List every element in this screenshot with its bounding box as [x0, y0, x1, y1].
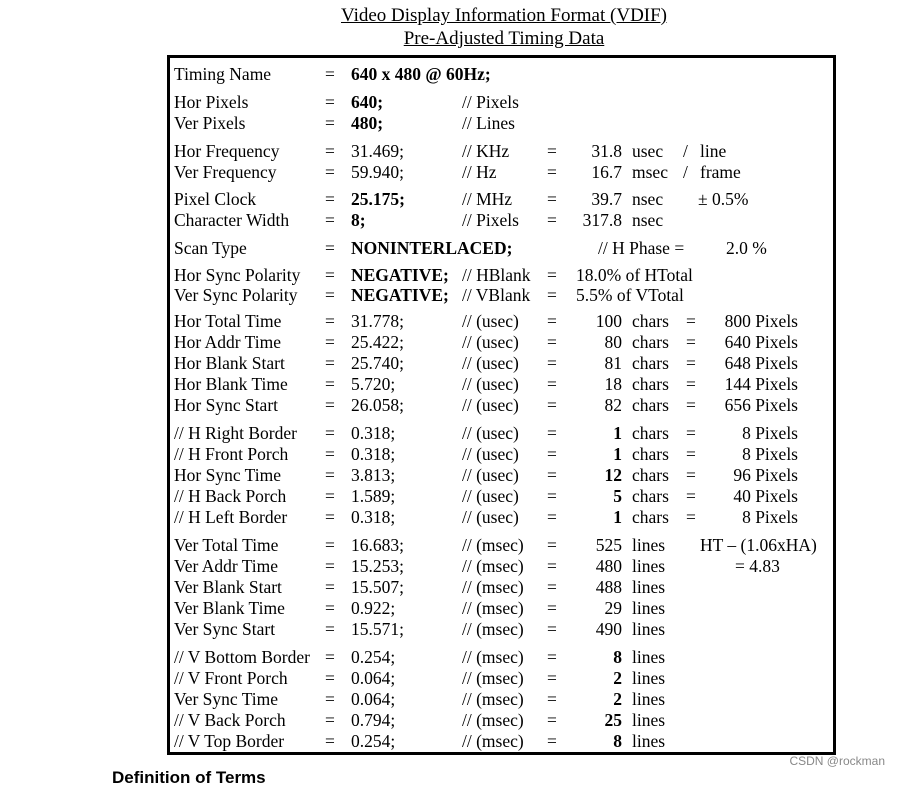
equals-sign: =: [325, 577, 335, 597]
timing-row: [170, 689, 833, 710]
equals-sign: =: [686, 311, 696, 331]
equals-sign: =: [547, 374, 557, 394]
timing-value: 31.469;: [351, 141, 404, 161]
timing-value: 59.940;: [351, 162, 404, 182]
unit-comment: // (usec): [462, 465, 519, 485]
timing-name: // H Back Porch: [174, 486, 287, 506]
timing-name: Timing Name: [174, 64, 272, 84]
pixel-count: 8 Pixels: [742, 423, 798, 443]
derived-unit: lines: [632, 731, 666, 751]
equals-sign: =: [547, 210, 557, 230]
derived-number: 18: [604, 374, 622, 394]
slash: /: [683, 162, 688, 182]
derived-number: 317.8: [582, 210, 622, 230]
pixel-count: 656 Pixels: [724, 395, 798, 415]
timing-name: Character Width: [174, 210, 290, 230]
timing-row: [170, 668, 833, 689]
unit-comment: // (msec): [462, 619, 524, 639]
derived-number: 12: [604, 465, 622, 485]
timing-value: 640;: [351, 92, 384, 112]
derived-unit: lines: [632, 556, 666, 576]
timing-name: Hor Addr Time: [174, 332, 281, 352]
timing-row: [170, 598, 833, 619]
formula-note: HT – (1.06xHA): [700, 535, 817, 555]
derived-unit: chars: [632, 395, 669, 415]
timing-row: [170, 486, 833, 507]
timing-value: 640 x 480 @ 60Hz;: [351, 64, 491, 84]
timing-name: Hor Frequency: [174, 141, 280, 161]
timing-value: 0.922;: [351, 598, 396, 618]
timing-row: [170, 189, 833, 210]
equals-sign: =: [325, 486, 335, 506]
equals-sign: =: [325, 423, 335, 443]
derived-number: 2: [613, 668, 622, 688]
equals-sign: =: [547, 141, 557, 161]
timing-value: 0.794;: [351, 710, 396, 730]
equals-sign: =: [686, 395, 696, 415]
timing-value: 0.064;: [351, 668, 396, 688]
equals-sign: =: [547, 444, 557, 464]
timing-value: 16.683;: [351, 535, 404, 555]
equals-sign: =: [325, 141, 335, 161]
derived-number: 8: [613, 647, 622, 667]
formula-result: = 4.83: [735, 556, 780, 576]
equals-sign: =: [547, 311, 557, 331]
timing-value: 25.175;: [351, 189, 405, 209]
timing-row: [170, 311, 833, 332]
derived-unit: lines: [632, 689, 666, 709]
derived-unit: chars: [632, 507, 669, 527]
equals-sign: =: [325, 668, 335, 688]
derived-unit: chars: [632, 311, 669, 331]
definition-of-terms-heading: Definition of Terms: [112, 768, 266, 787]
equals-sign: =: [325, 64, 335, 84]
timing-row: [170, 374, 833, 395]
derived-number: 525: [595, 535, 622, 555]
timing-value: 0.318;: [351, 444, 396, 464]
equals-sign: =: [547, 162, 557, 182]
timing-row: [170, 64, 833, 85]
pixel-count: 8 Pixels: [742, 444, 798, 464]
derived-number: 488: [595, 577, 622, 597]
derived-unit: lines: [632, 668, 666, 688]
slash: /: [683, 141, 688, 161]
equals-sign: =: [325, 238, 335, 258]
timing-name: Ver Sync Polarity: [174, 285, 298, 305]
derived-unit: chars: [632, 332, 669, 352]
derived-number: 5: [613, 486, 622, 506]
derived-number: 25: [604, 710, 622, 730]
timing-name: Hor Total Time: [174, 311, 282, 331]
unit-comment: // MHz: [462, 189, 513, 209]
equals-sign: =: [547, 332, 557, 352]
document-subtitle: Pre-Adjusted Timing Data: [403, 28, 605, 49]
unit-comment: // (usec): [462, 444, 519, 464]
timing-row: [170, 113, 833, 134]
timing-row: [170, 238, 833, 259]
derived-unit: lines: [632, 535, 666, 555]
equals-sign: =: [325, 731, 335, 751]
equals-sign: =: [686, 374, 696, 394]
equals-sign: =: [547, 465, 557, 485]
equals-sign: =: [325, 332, 335, 352]
equals-sign: =: [547, 507, 557, 527]
per-unit: frame: [700, 162, 741, 182]
unit-comment: // (msec): [462, 535, 524, 555]
derived-unit: nsec: [632, 189, 664, 209]
derived-number: 39.7: [591, 189, 622, 209]
unit-comment: // (msec): [462, 598, 524, 618]
pixel-count: 8 Pixels: [742, 507, 798, 527]
equals-sign: =: [547, 598, 557, 618]
derived-unit: usec: [632, 141, 664, 161]
timing-row: [170, 353, 833, 374]
timing-row: [170, 444, 833, 465]
h-phase-value: 2.0 %: [726, 238, 767, 258]
derived-number: 1: [613, 444, 622, 464]
equals-sign: =: [325, 465, 335, 485]
unit-comment: // (msec): [462, 577, 524, 597]
timing-name: // V Bottom Border: [174, 647, 310, 667]
equals-sign: =: [325, 92, 335, 112]
timing-name: Pixel Clock: [174, 189, 257, 209]
timing-name: Ver Sync Time: [174, 689, 279, 709]
document-title: Video Display Information Format (VDIF): [340, 5, 668, 26]
unit-comment: // Pixels: [462, 210, 519, 230]
derived-number: 81: [604, 353, 622, 373]
pixel-count: 640 Pixels: [724, 332, 798, 352]
equals-sign: =: [686, 486, 696, 506]
equals-sign: =: [686, 465, 696, 485]
equals-sign: =: [547, 577, 557, 597]
timing-name: // H Front Porch: [174, 444, 289, 464]
unit-comment: // (msec): [462, 710, 524, 730]
timing-value: 0.318;: [351, 507, 396, 527]
timing-value: 25.740;: [351, 353, 404, 373]
derived-number: 29: [604, 598, 622, 618]
pixel-count: 648 Pixels: [724, 353, 798, 373]
timing-value: 0.064;: [351, 689, 396, 709]
timing-row: [170, 731, 833, 752]
timing-row: [170, 556, 833, 577]
unit-comment: // (usec): [462, 486, 519, 506]
derived-unit: lines: [632, 619, 666, 639]
unit-comment: // Lines: [462, 113, 515, 133]
blank-percentage: 18.0% of HTotal: [576, 265, 693, 285]
derived-unit: chars: [632, 486, 669, 506]
equals-sign: =: [547, 535, 557, 555]
timing-value: 25.422;: [351, 332, 404, 352]
equals-sign: =: [325, 556, 335, 576]
unit-comment: // KHz: [462, 141, 510, 161]
derived-number: 1: [613, 507, 622, 527]
timing-value: 0.254;: [351, 731, 396, 751]
derived-number: 1: [613, 423, 622, 443]
timing-row: [170, 285, 833, 306]
derived-unit: lines: [632, 647, 666, 667]
unit-comment: // Hz: [462, 162, 497, 182]
timing-value: NONINTERLACED;: [351, 238, 513, 258]
unit-comment: // (usec): [462, 332, 519, 352]
timing-name: Ver Frequency: [174, 162, 277, 182]
pixel-count: 40 Pixels: [733, 486, 798, 506]
derived-number: 100: [595, 311, 622, 331]
derived-unit: nsec: [632, 210, 664, 230]
timing-value: 0.318;: [351, 423, 396, 443]
timing-row: [170, 710, 833, 731]
timing-value: NEGATIVE;: [351, 265, 449, 285]
derived-number: 16.7: [591, 162, 622, 182]
timing-name: Ver Addr Time: [174, 556, 279, 576]
timing-name: Ver Pixels: [174, 113, 246, 133]
equals-sign: =: [325, 162, 335, 182]
equals-sign: =: [547, 265, 557, 285]
pixel-count: 800 Pixels: [724, 311, 798, 331]
unit-comment: // (msec): [462, 556, 524, 576]
timing-name: Hor Pixels: [174, 92, 249, 112]
timing-value: NEGATIVE;: [351, 285, 449, 305]
equals-sign: =: [686, 423, 696, 443]
equals-sign: =: [325, 444, 335, 464]
timing-name: Scan Type: [174, 238, 247, 258]
timing-row: [170, 92, 833, 113]
pixel-count: 144 Pixels: [724, 374, 798, 394]
timing-row: [170, 465, 833, 486]
equals-sign: =: [686, 444, 696, 464]
pixel-count: 96 Pixels: [733, 465, 798, 485]
equals-sign: =: [547, 189, 557, 209]
timing-value: 26.058;: [351, 395, 404, 415]
timing-value: 15.507;: [351, 577, 404, 597]
timing-row: [170, 332, 833, 353]
timing-row: [170, 535, 833, 556]
unit-comment: // (msec): [462, 731, 524, 751]
timing-row: [170, 265, 833, 286]
equals-sign: =: [547, 285, 557, 305]
timing-value: 15.253;: [351, 556, 404, 576]
equals-sign: =: [547, 423, 557, 443]
derived-unit: chars: [632, 465, 669, 485]
equals-sign: =: [325, 210, 335, 230]
unit-comment: // (msec): [462, 668, 524, 688]
timing-name: // H Left Border: [174, 507, 288, 527]
unit-comment: // HBlank: [462, 265, 531, 285]
timing-name: // H Right Border: [174, 423, 297, 443]
watermark: CSDN @rockman: [789, 754, 885, 768]
timing-row: [170, 619, 833, 640]
timing-value: 31.778;: [351, 311, 404, 331]
timing-name: Hor Sync Polarity: [174, 265, 301, 285]
equals-sign: =: [325, 535, 335, 555]
equals-sign: =: [547, 556, 557, 576]
derived-unit: lines: [632, 598, 666, 618]
timing-row: [170, 507, 833, 528]
equals-sign: =: [547, 710, 557, 730]
derived-number: 480: [595, 556, 622, 576]
equals-sign: =: [325, 353, 335, 373]
timing-name: Ver Sync Start: [174, 619, 276, 639]
timing-name: Hor Sync Start: [174, 395, 279, 415]
timing-name: Ver Blank Start: [174, 577, 282, 597]
derived-number: 82: [604, 395, 622, 415]
timing-value: 480;: [351, 113, 384, 133]
tolerance: ± 0.5%: [698, 189, 749, 209]
timing-row: [170, 423, 833, 444]
timing-value: 3.813;: [351, 465, 396, 485]
timing-name: // V Back Porch: [174, 710, 286, 730]
derived-unit: chars: [632, 374, 669, 394]
timing-name: Hor Blank Time: [174, 374, 288, 394]
equals-sign: =: [325, 374, 335, 394]
timing-name: Ver Blank Time: [174, 598, 285, 618]
derived-number: 2: [613, 689, 622, 709]
derived-number: 80: [604, 332, 622, 352]
unit-comment: // (usec): [462, 353, 519, 373]
unit-comment: // VBlank: [462, 285, 531, 305]
equals-sign: =: [547, 731, 557, 751]
derived-unit: chars: [632, 444, 669, 464]
timing-row: [170, 210, 833, 231]
equals-sign: =: [325, 285, 335, 305]
timing-row: [170, 395, 833, 416]
timing-table: [167, 55, 836, 755]
equals-sign: =: [325, 189, 335, 209]
equals-sign: =: [686, 332, 696, 352]
equals-sign: =: [547, 353, 557, 373]
equals-sign: =: [325, 598, 335, 618]
timing-name: // V Top Border: [174, 731, 285, 751]
derived-unit: chars: [632, 423, 669, 443]
derived-unit: msec: [632, 162, 668, 182]
unit-comment: // (usec): [462, 507, 519, 527]
equals-sign: =: [325, 265, 335, 285]
unit-comment: // (usec): [462, 311, 519, 331]
timing-name: Hor Blank Start: [174, 353, 285, 373]
derived-number: 31.8: [591, 141, 622, 161]
timing-name: Hor Sync Time: [174, 465, 281, 485]
equals-sign: =: [325, 689, 335, 709]
h-phase-label: // H Phase =: [598, 238, 685, 258]
equals-sign: =: [325, 710, 335, 730]
equals-sign: =: [325, 507, 335, 527]
timing-row: [170, 577, 833, 598]
timing-row: [170, 162, 833, 183]
equals-sign: =: [686, 353, 696, 373]
timing-row: [170, 647, 833, 668]
derived-unit: lines: [632, 577, 666, 597]
equals-sign: =: [325, 395, 335, 415]
timing-value: 8;: [351, 210, 366, 230]
equals-sign: =: [325, 619, 335, 639]
timing-name: Ver Total Time: [174, 535, 279, 555]
timing-value: 15.571;: [351, 619, 404, 639]
timing-value: 1.589;: [351, 486, 396, 506]
timing-row: [170, 141, 833, 162]
timing-value: 5.720;: [351, 374, 396, 394]
derived-number: 8: [613, 731, 622, 751]
blank-percentage: 5.5% of VTotal: [576, 285, 684, 305]
timing-name: // V Front Porch: [174, 668, 288, 688]
equals-sign: =: [547, 689, 557, 709]
unit-comment: // (usec): [462, 395, 519, 415]
equals-sign: =: [547, 395, 557, 415]
equals-sign: =: [325, 113, 335, 133]
unit-comment: // (usec): [462, 374, 519, 394]
per-unit: line: [700, 141, 727, 161]
equals-sign: =: [547, 668, 557, 688]
timing-value: 0.254;: [351, 647, 396, 667]
equals-sign: =: [547, 647, 557, 667]
unit-comment: // (msec): [462, 689, 524, 709]
equals-sign: =: [325, 311, 335, 331]
unit-comment: // (usec): [462, 423, 519, 443]
equals-sign: =: [547, 619, 557, 639]
unit-comment: // Pixels: [462, 92, 519, 112]
derived-unit: lines: [632, 710, 666, 730]
equals-sign: =: [325, 647, 335, 667]
unit-comment: // (msec): [462, 647, 524, 667]
equals-sign: =: [686, 507, 696, 527]
equals-sign: =: [547, 486, 557, 506]
derived-unit: chars: [632, 353, 669, 373]
derived-number: 490: [595, 619, 622, 639]
